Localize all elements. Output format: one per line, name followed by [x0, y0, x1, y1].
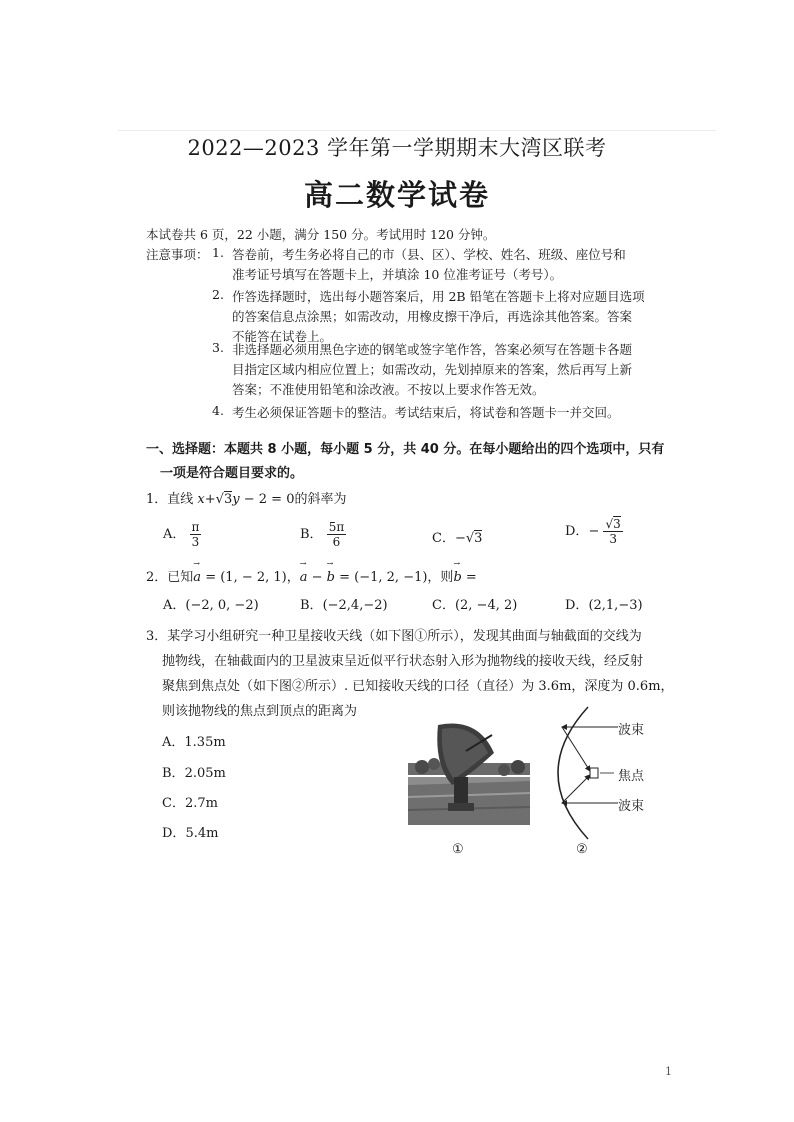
note-2-line-1: 作答选择题时，选出每小题答案后，用 2B 铅笔在答题卡上将对应题目选项 — [232, 289, 645, 304]
note-1-num: 1. — [212, 245, 224, 260]
note-2-line-3: 不能答在试卷上。 — [232, 329, 333, 344]
label-beam-bottom: 波束 — [618, 799, 645, 814]
figure-2-label: ② — [576, 842, 588, 857]
question-2-option-b[interactable]: B．(−2,4,−2) — [300, 598, 388, 613]
question-3-option-d[interactable]: D．5.4m — [162, 826, 219, 841]
question-3-option-b[interactable]: B．2.05m — [162, 766, 226, 781]
note-3-line-2: 目指定区域内相应位置上；如需改动，先划掉原来的答案，然后再写上新 — [232, 362, 633, 377]
question-2-option-c[interactable]: C．(2, −4, 2) — [432, 598, 518, 613]
page-number: 1 — [665, 1065, 672, 1078]
question-3-line-3: 聚焦到焦点处（如下图②所示）. 已知接收天线的口径（直径）为 3.6m，深度为 0.6m， — [162, 679, 674, 694]
note-4-line-1: 考生必须保证答题卡的整洁。考试结束后，将试卷和答题卡一并交回。 — [232, 405, 620, 420]
note-1-line-1: 答卷前，考生务必将自己的市（县、区）、学校、姓名、班级、座位号和 — [232, 247, 626, 262]
subject-title: 高二数学试卷 — [303, 178, 490, 212]
figure-1-label: ① — [452, 842, 464, 857]
note-3-line-1: 非选择题必须用黑色字迹的钢笔或签字笔作答，答案必须写在答题卡各题 — [232, 342, 633, 357]
question-1-option-d[interactable]: D．− $\frac{√3}{3}$ — [565, 517, 621, 546]
section-1-heading-line-2: 一项是符合题目要求的。 — [160, 466, 304, 481]
header-rule — [118, 130, 716, 131]
question-3-line-4: 则该抛物线的焦点到顶点的距离为 — [162, 704, 358, 719]
note-4-num: 4. — [212, 403, 224, 418]
focus-receiver-icon — [590, 768, 598, 778]
question-2-option-d[interactable]: D．(2,1,−3) — [565, 598, 643, 613]
note-3-num: 3. — [212, 340, 224, 355]
note-2-num: 2. — [212, 287, 224, 302]
question-3-line-2: 抛物线，在轴截面内的卫星波束呈近似平行状态射入形为抛物线的接收天线，经反射 — [162, 654, 644, 669]
question-2-option-a[interactable]: A．(−2, 0, −2) — [163, 598, 259, 613]
note-3-line-3: 答案；不准使用铅笔和涂改液。不按以上要求作答无效。 — [232, 382, 545, 397]
exam-info: 本试卷共 6 页，22 小题，满分 150 分。考试用时 120 分钟。 — [146, 227, 496, 242]
question-3-line-1: 3．某学习小组研究一种卫星接收天线（如下图①所示），发现其曲面与轴截面的交线为 — [146, 629, 642, 644]
label-focus: 焦点 — [618, 769, 645, 784]
question-2-stem: 2．已知→ a = (1, − 2, 1)，→ a − → b = (−1, 2, −1)，则→ b = — [146, 566, 477, 585]
label-beam-top: 波束 — [618, 723, 645, 738]
notes-label: 注意事项： — [146, 247, 209, 262]
exam-title: 2022—2023 学年第一学期期末大湾区联考 — [187, 136, 607, 160]
question-3-option-c[interactable]: C．2.7m — [162, 796, 218, 811]
question-1-option-a[interactable]: A． $\frac{\pi}{3}$ — [163, 520, 200, 549]
satellite-dish-photo — [408, 715, 530, 825]
note-2-line-2: 的答案信息点涂黑；如需改动，用橡皮擦干净后，再选涂其他答案。答案 — [232, 309, 633, 324]
section-1-heading-line-1: 一、选择题：本题共 8 小题，每小题 5 分，共 40 分。在每小题给出的四个选项中，只有 — [146, 442, 665, 457]
question-1-option-c[interactable]: C．−√3 — [432, 531, 483, 546]
note-1-line-2: 准考证号填写在答题卡上，并填涂 10 位准考证号（考号）。 — [232, 267, 563, 282]
question-3-option-a[interactable]: A．1.35m — [162, 735, 226, 750]
question-1-option-b[interactable]: B． $\frac{5\pi}{6}$ — [300, 520, 345, 549]
question-1-stem: 1．直线 x+√3y − 2 = 0的斜率为 — [146, 492, 347, 507]
